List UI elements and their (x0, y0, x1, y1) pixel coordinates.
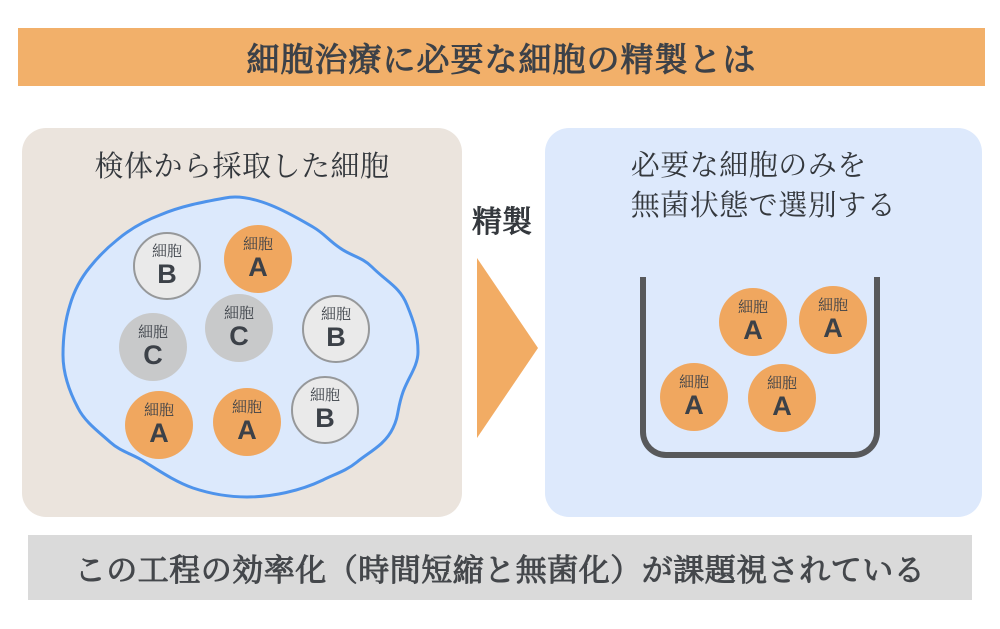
footer-banner (28, 535, 972, 600)
cell-letter: A (823, 313, 843, 343)
title-banner (18, 28, 985, 86)
specimen-panel (22, 128, 462, 517)
cell-letter: C (229, 321, 249, 351)
cell-b (302, 295, 370, 363)
cell-label: 細胞 (151, 243, 182, 260)
cell-a (213, 388, 281, 456)
footer-text: この工程の効率化（時間短縮と無菌化）が課題視されている (74, 553, 926, 588)
cell-a (224, 225, 292, 293)
cell-letter: B (157, 259, 177, 289)
cell-a (660, 363, 728, 431)
purification-label: 精製 (472, 206, 532, 239)
specimen-panel-title: 検体から採取した細胞 (94, 151, 390, 183)
sorted-panel-title-line2: 無菌状態で選別する (630, 190, 897, 222)
cell-letter: A (237, 415, 257, 445)
cell-c (119, 313, 187, 381)
page-title: 細胞治療に必要な細胞の精製とは (246, 40, 757, 78)
sorted-panel-title-line1: 必要な細胞のみを (630, 150, 867, 182)
cell-a (719, 288, 787, 356)
cell-letter: A (149, 418, 169, 448)
cell-label: 細胞 (143, 402, 174, 419)
cell-letter: A (248, 252, 268, 282)
cell-letter: C (143, 340, 163, 370)
cell-letter: B (326, 322, 346, 352)
cell-letter: A (743, 315, 763, 345)
cell-label: 細胞 (309, 387, 340, 404)
cell-label: 細胞 (231, 399, 262, 416)
cell-label: 細胞 (766, 375, 797, 392)
cell-letter: A (684, 390, 704, 420)
sorted-panel (545, 128, 982, 517)
cell-label: 細胞 (320, 306, 351, 323)
cell-label: 細胞 (242, 236, 273, 253)
cell-label: 細胞 (137, 324, 168, 341)
sorted-panel-title (545, 146, 982, 226)
cell-b (291, 376, 359, 444)
cell-a (799, 286, 867, 354)
cell-b (133, 232, 201, 300)
cell-label: 細胞 (817, 297, 848, 314)
cell-c (205, 294, 273, 362)
right-arrow-icon (477, 258, 538, 438)
cell-letter: B (315, 403, 335, 433)
sorted-panel-title-block (631, 146, 897, 226)
cell-a (125, 391, 193, 459)
cell-label: 細胞 (737, 299, 768, 316)
cell-letter: A (772, 391, 792, 421)
cell-label: 細胞 (223, 305, 254, 322)
cell-a (748, 364, 816, 432)
cell-label: 細胞 (678, 374, 709, 391)
